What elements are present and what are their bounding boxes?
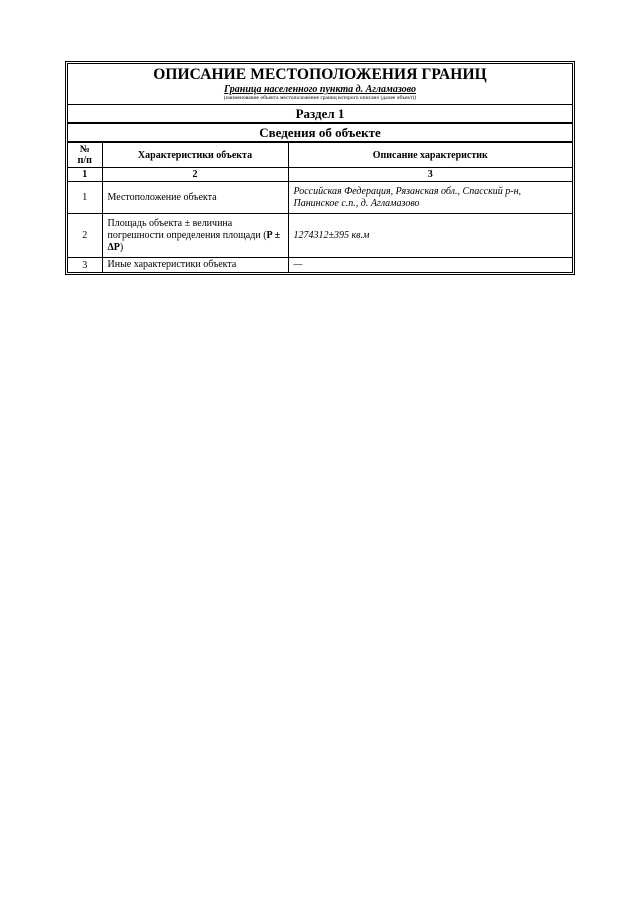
- row-description: —: [288, 258, 572, 273]
- section-title: Раздел 1: [68, 104, 572, 122]
- area-formula: P ± ΔP: [107, 229, 281, 253]
- table-row: [68, 214, 572, 258]
- characteristic-text: Площадь объекта ± величина погрешности определения площади (: [107, 217, 267, 241]
- object-info-table: [68, 141, 572, 272]
- table-row: [68, 182, 572, 214]
- table-header-row: [68, 142, 572, 168]
- row-characteristic: [102, 214, 288, 258]
- document-header: [68, 64, 572, 104]
- column-number-row: [68, 168, 572, 182]
- header-description: Описание характеристик: [288, 142, 572, 168]
- header-characteristic: Характеристики объекта: [102, 142, 288, 168]
- column-number: 3: [288, 168, 572, 182]
- object-name: Граница населенного пункта д. Агламазово: [224, 84, 416, 95]
- document-title: ОПИСАНИЕ МЕСТОПОЛОЖЕНИЯ ГРАНИЦ: [153, 66, 487, 83]
- section-subtitle: Сведения об объекте: [68, 122, 572, 141]
- characteristic-end: ): [119, 241, 124, 253]
- table-row: [68, 258, 572, 273]
- document-frame: [65, 61, 575, 275]
- row-description: 1274312±395 кв.м: [288, 214, 572, 258]
- row-number: 1: [68, 182, 102, 214]
- document-inner-border: [67, 63, 573, 273]
- row-number: 3: [68, 258, 102, 273]
- column-number: 1: [68, 168, 102, 182]
- row-description: Российская Федерация, Рязанская обл., Спасский р-н, Панинское с.п., д. Агламазово: [288, 182, 572, 214]
- row-number: 2: [68, 214, 102, 258]
- row-characteristic: Иные характеристики объекта: [102, 258, 288, 273]
- object-caption: (наименование объекта местоположение границ которого описано (далее объект)): [223, 95, 417, 101]
- row-characteristic: Местоположение объекта: [102, 182, 288, 214]
- column-number: 2: [102, 168, 288, 182]
- header-num: № п/п: [68, 142, 102, 168]
